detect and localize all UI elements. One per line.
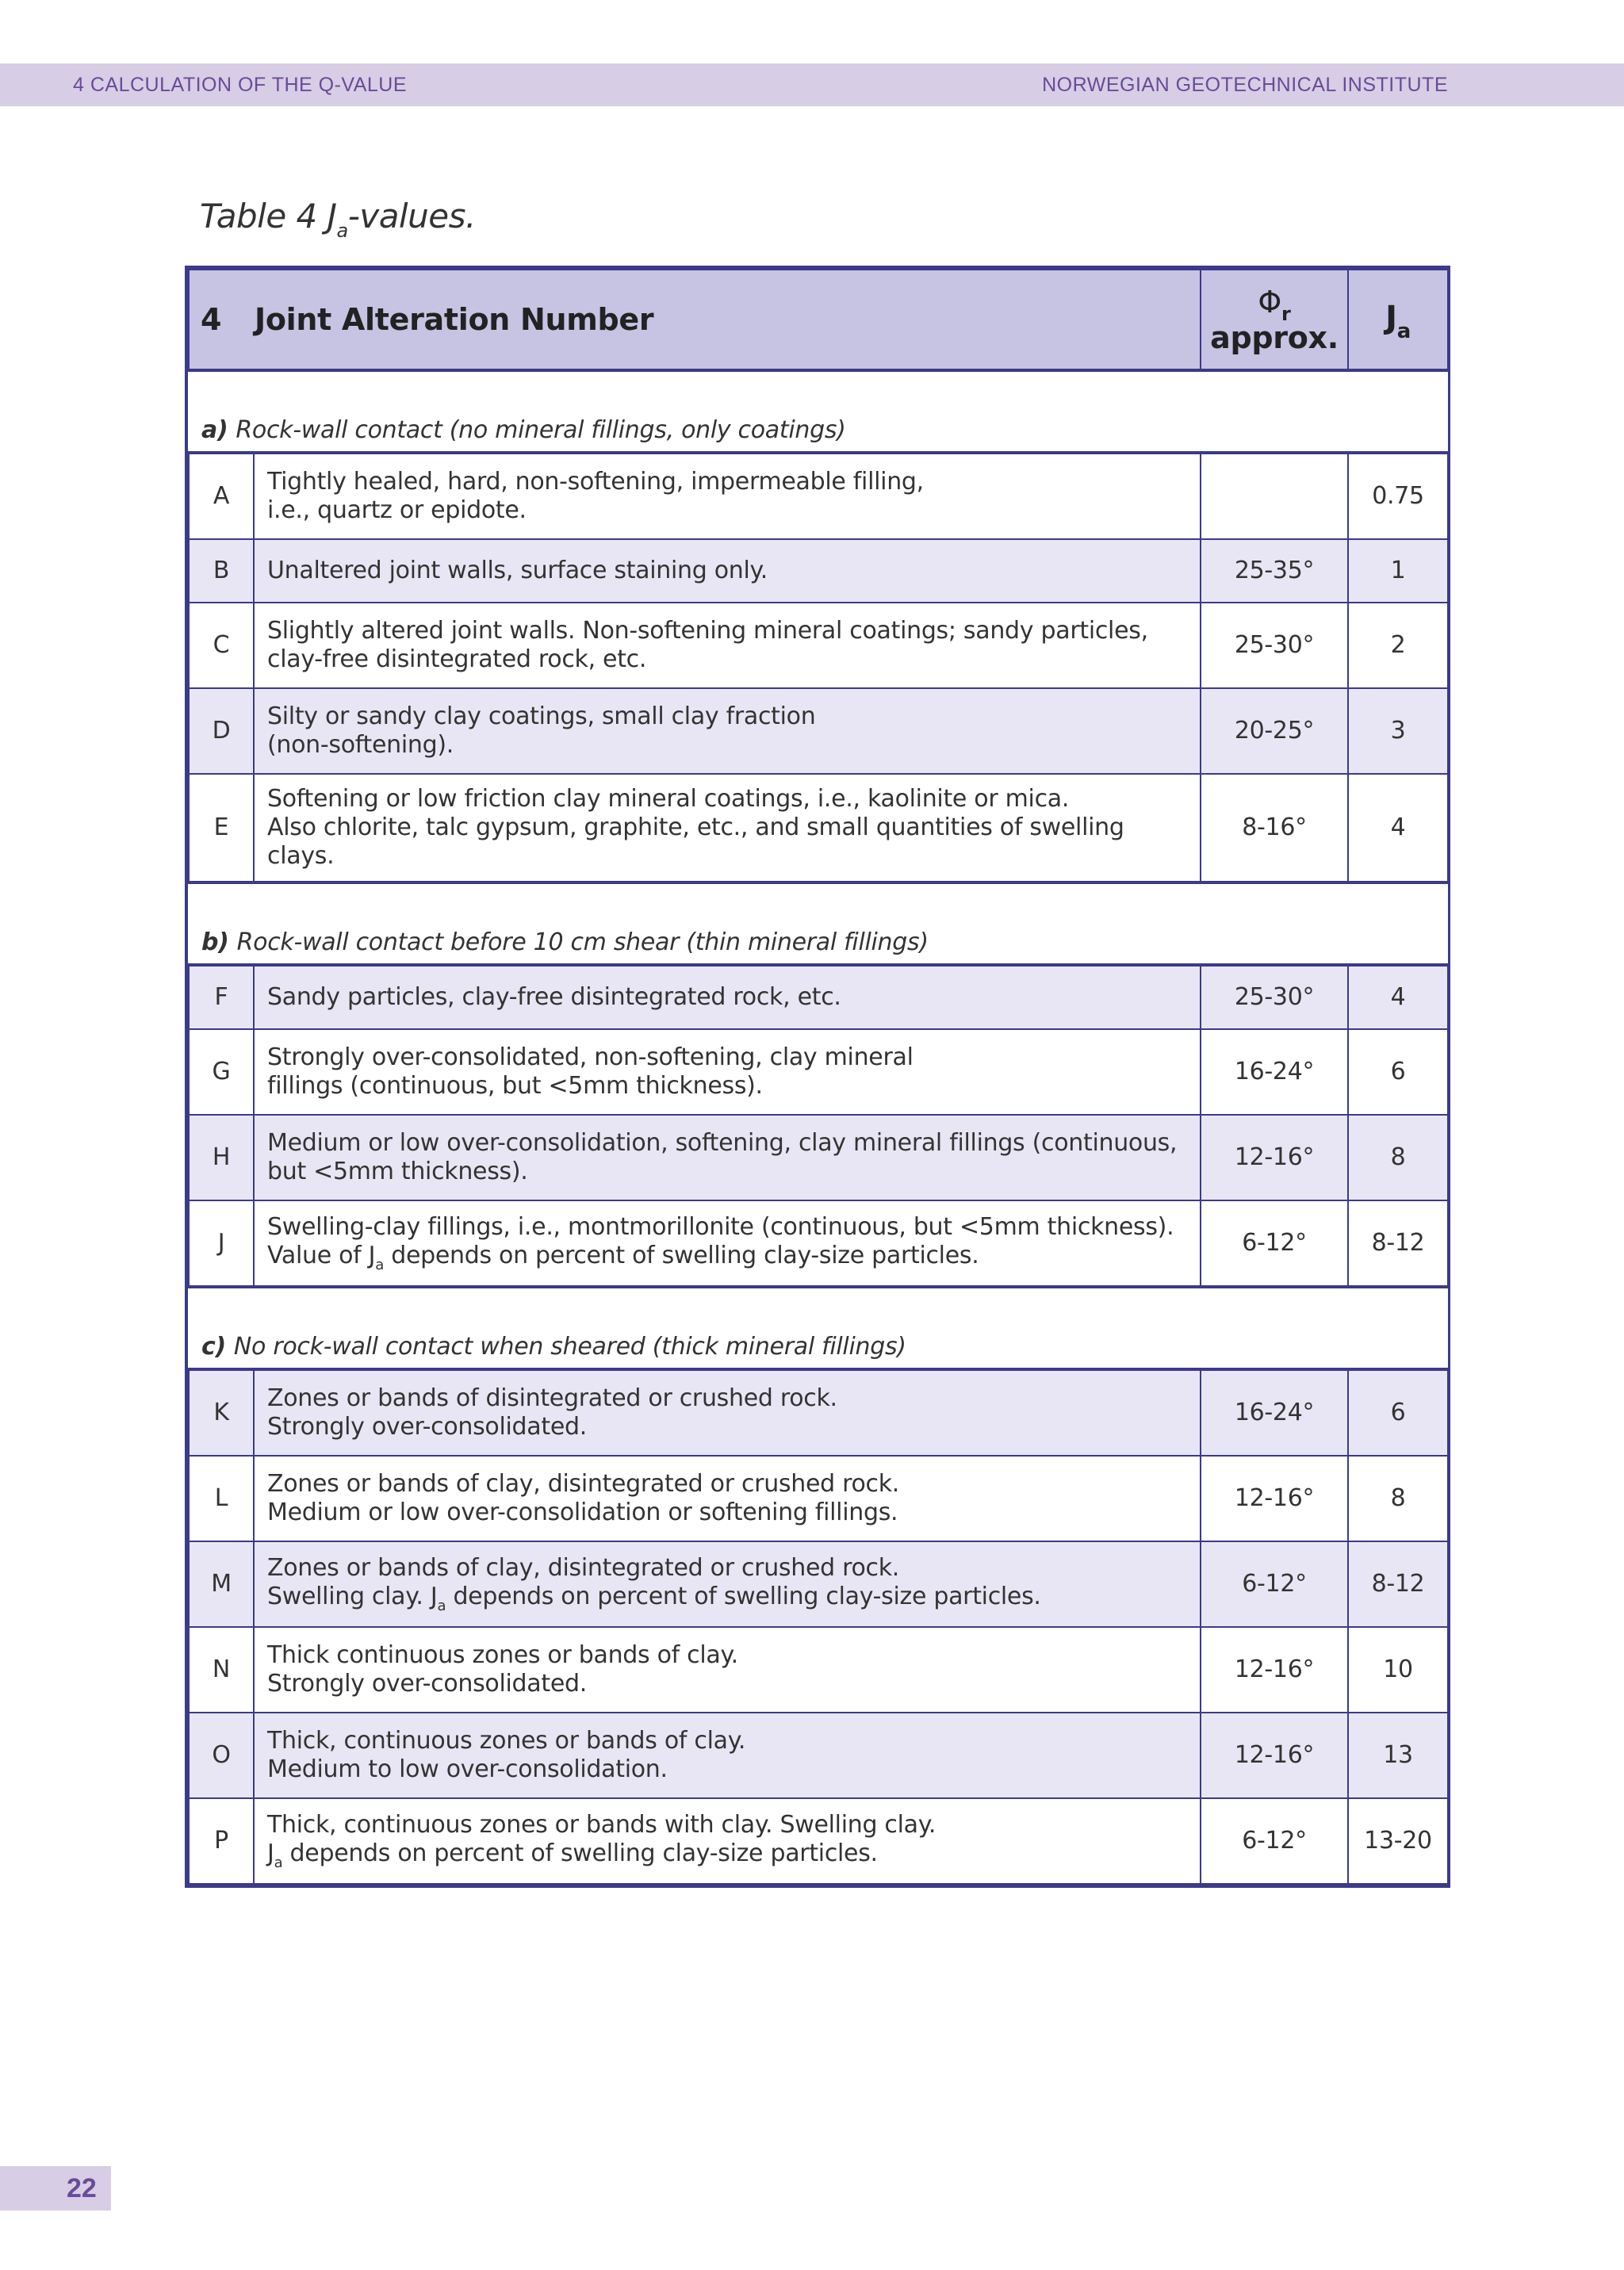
row-phi: 25-35° [1201, 539, 1348, 603]
row-code: A [189, 453, 254, 539]
table-row [189, 1115, 1448, 1200]
row-phi [1201, 453, 1348, 539]
desc-line: Zones or bands of disintegrated or crushed rock. [267, 1384, 837, 1412]
desc-line: Value of J [267, 1242, 376, 1269]
table-row [189, 965, 1448, 1029]
row-ja: 8 [1348, 1456, 1448, 1541]
table-caption [200, 197, 476, 242]
desc-line: Medium to low over-consolidation. [267, 1755, 668, 1783]
desc-line: Softening or low friction clay mineral coatings, i.e., kaolinite or mica. [267, 785, 1070, 813]
table-row [189, 1369, 1448, 1456]
row-description [254, 1541, 1201, 1627]
desc-line: fillings (continuous, but <5mm thickness). [267, 1072, 763, 1100]
caption-prefix: Table 4 J [200, 197, 337, 235]
row-code: B [189, 539, 254, 603]
row-description [254, 1369, 1201, 1456]
table-row [189, 774, 1448, 882]
row-phi: 6-12° [1201, 1541, 1348, 1627]
row-code: N [189, 1627, 254, 1713]
row-ja: 4 [1348, 774, 1448, 882]
table-row [189, 1200, 1448, 1287]
row-ja: 6 [1348, 1369, 1448, 1456]
row-description [254, 1627, 1201, 1713]
desc-line: Swelling clay. J [267, 1583, 438, 1610]
row-ja: 6 [1348, 1029, 1448, 1115]
desc-line: Slightly altered joint walls. Non-softening mineral coatings; sandy particles, [267, 617, 1148, 645]
ja-subscript: a [274, 1855, 283, 1871]
table-row [189, 688, 1448, 774]
table-row [189, 1713, 1448, 1798]
row-description [254, 453, 1201, 539]
row-phi: 16-24° [1201, 1369, 1348, 1456]
desc-line: Zones or bands of clay, disintegrated or crushed rock. [267, 1554, 900, 1582]
ja-table [185, 266, 1450, 1888]
section-row [189, 370, 1448, 453]
row-code: F [189, 965, 254, 1029]
desc-line: Sandy particles, clay-free disintegrated rock, etc. [267, 983, 841, 1011]
desc-line: Strongly over-consolidated, non-softening, clay mineral [267, 1043, 914, 1071]
section-row [189, 1287, 1448, 1369]
ja-header [1348, 270, 1448, 370]
desc-line: J [267, 1839, 274, 1867]
section-letter: b) [201, 928, 229, 956]
desc-line: Thick, continuous zones or bands with clay. Swelling clay. [267, 1811, 936, 1839]
row-code: J [189, 1200, 254, 1287]
row-ja: 8 [1348, 1115, 1448, 1200]
row-code: E [189, 774, 254, 882]
table-row [189, 1456, 1448, 1541]
row-ja: 13-20 [1348, 1798, 1448, 1884]
desc-line: Medium or low over-consolidation or softening fillings. [267, 1499, 898, 1526]
row-phi: 8-16° [1201, 774, 1348, 882]
ja-subscript: a [437, 1598, 446, 1614]
desc-line: Strongly over-consolidated. [267, 1670, 587, 1698]
table-row [189, 1627, 1448, 1713]
desc-line: depends on percent of swelling clay-size particles. [289, 1839, 878, 1867]
row-description [254, 1200, 1201, 1287]
row-phi: 12-16° [1201, 1627, 1348, 1713]
row-ja: 0.75 [1348, 453, 1448, 539]
desc-line: clays. [267, 842, 335, 870]
row-ja: 3 [1348, 688, 1448, 774]
section-title: Rock-wall contact (no mineral fillings, only coatings) [236, 416, 846, 444]
section-letter: c) [201, 1333, 226, 1361]
section-heading [189, 1287, 1448, 1369]
phi-symbol: Φ [1258, 284, 1282, 320]
desc-line: Zones or bands of clay, disintegrated or crushed rock. [267, 1470, 900, 1498]
row-phi: 16-24° [1201, 1029, 1348, 1115]
desc-line: Medium or low over-consolidation, softening, clay mineral fillings (continuous, [267, 1129, 1178, 1157]
section-title: Rock-wall contact before 10 cm shear (thin mineral fillings) [236, 928, 929, 956]
phi-subscript: r [1281, 302, 1291, 325]
desc-line: Tightly healed, hard, non-softening, impermeable filling, [267, 468, 924, 496]
row-code: K [189, 1369, 254, 1456]
row-description [254, 774, 1201, 882]
desc-line: Thick, continuous zones or bands of clay. [267, 1727, 746, 1755]
desc-line: clay-free disintegrated rock, etc. [267, 645, 647, 673]
caption-subscript: a [336, 220, 348, 242]
row-description [254, 1029, 1201, 1115]
desc-line: Thick continuous zones or bands of clay. [267, 1641, 738, 1669]
ja-subscript: a [375, 1257, 384, 1273]
phi-approx-label: approx. [1210, 320, 1339, 355]
desc-line: Unaltered joint walls, surface staining only. [267, 557, 768, 584]
row-phi: 25-30° [1201, 603, 1348, 688]
ja-subscript: a [1396, 319, 1411, 343]
desc-line: i.e., quartz or epidote. [267, 496, 527, 524]
table-row [189, 539, 1448, 603]
row-phi: 6-12° [1201, 1200, 1348, 1287]
row-phi: 20-25° [1201, 688, 1348, 774]
section-heading [189, 882, 1448, 965]
table-row [189, 1541, 1448, 1627]
desc-line: (non-softening). [267, 731, 454, 759]
row-description [254, 603, 1201, 688]
desc-line: Silty or sandy clay coatings, small clay fraction [267, 702, 816, 730]
row-phi: 12-16° [1201, 1456, 1348, 1541]
desc-line: but <5mm thickness). [267, 1158, 528, 1185]
table-title [189, 270, 1201, 370]
row-description [254, 1115, 1201, 1200]
running-header [0, 63, 1624, 106]
row-description [254, 539, 1201, 603]
table-title-text: Joint Alteration Number [255, 302, 654, 337]
row-code: L [189, 1456, 254, 1541]
row-code: M [189, 1541, 254, 1627]
row-description [254, 1713, 1201, 1798]
phi-header [1201, 270, 1348, 370]
desc-line: depends on percent of swelling clay-size particles. [453, 1583, 1041, 1610]
row-description [254, 1456, 1201, 1541]
row-description [254, 1798, 1201, 1884]
page-number: 22 [67, 2173, 97, 2203]
table-number: 4 [201, 302, 222, 337]
section-row [189, 882, 1448, 965]
row-phi: 12-16° [1201, 1115, 1348, 1200]
row-ja: 8-12 [1348, 1200, 1448, 1287]
section-letter: a) [201, 416, 228, 444]
table-row [189, 1798, 1448, 1884]
row-phi: 6-12° [1201, 1798, 1348, 1884]
section-title: No rock-wall contact when sheared (thick mineral fillings) [233, 1333, 906, 1361]
row-description [254, 965, 1201, 1029]
table-row [189, 603, 1448, 688]
caption-suffix: -values. [347, 197, 476, 235]
row-code: G [189, 1029, 254, 1115]
row-ja: 8-12 [1348, 1541, 1448, 1627]
row-code: P [189, 1798, 254, 1884]
row-ja: 1 [1348, 539, 1448, 603]
desc-line: Strongly over-consolidated. [267, 1413, 587, 1441]
row-description [254, 688, 1201, 774]
row-ja: 2 [1348, 603, 1448, 688]
desc-line: depends on percent of swelling clay-size particles. [391, 1242, 979, 1269]
row-code: O [189, 1713, 254, 1798]
row-ja: 4 [1348, 965, 1448, 1029]
table-row [189, 453, 1448, 539]
row-phi: 25-30° [1201, 965, 1348, 1029]
chapter-title: 4 CALCULATION OF THE Q-VALUE [73, 74, 408, 96]
ja-symbol: J [1385, 299, 1397, 336]
table-header-row [189, 270, 1448, 370]
row-ja: 10 [1348, 1627, 1448, 1713]
row-code: D [189, 688, 254, 774]
section-heading [189, 370, 1448, 453]
row-code: H [189, 1115, 254, 1200]
desc-line: Swelling-clay fillings, i.e., montmorillonite (continuous, but <5mm thickness). [267, 1213, 1174, 1241]
publisher-name: NORWEGIAN GEOTECHNICAL INSTITUTE [1042, 74, 1448, 96]
row-phi: 12-16° [1201, 1713, 1348, 1798]
row-ja: 13 [1348, 1713, 1448, 1798]
desc-line: Also chlorite, talc gypsum, graphite, etc., and small quantities of swelling [267, 813, 1124, 841]
table-row [189, 1029, 1448, 1115]
row-code: C [189, 603, 254, 688]
